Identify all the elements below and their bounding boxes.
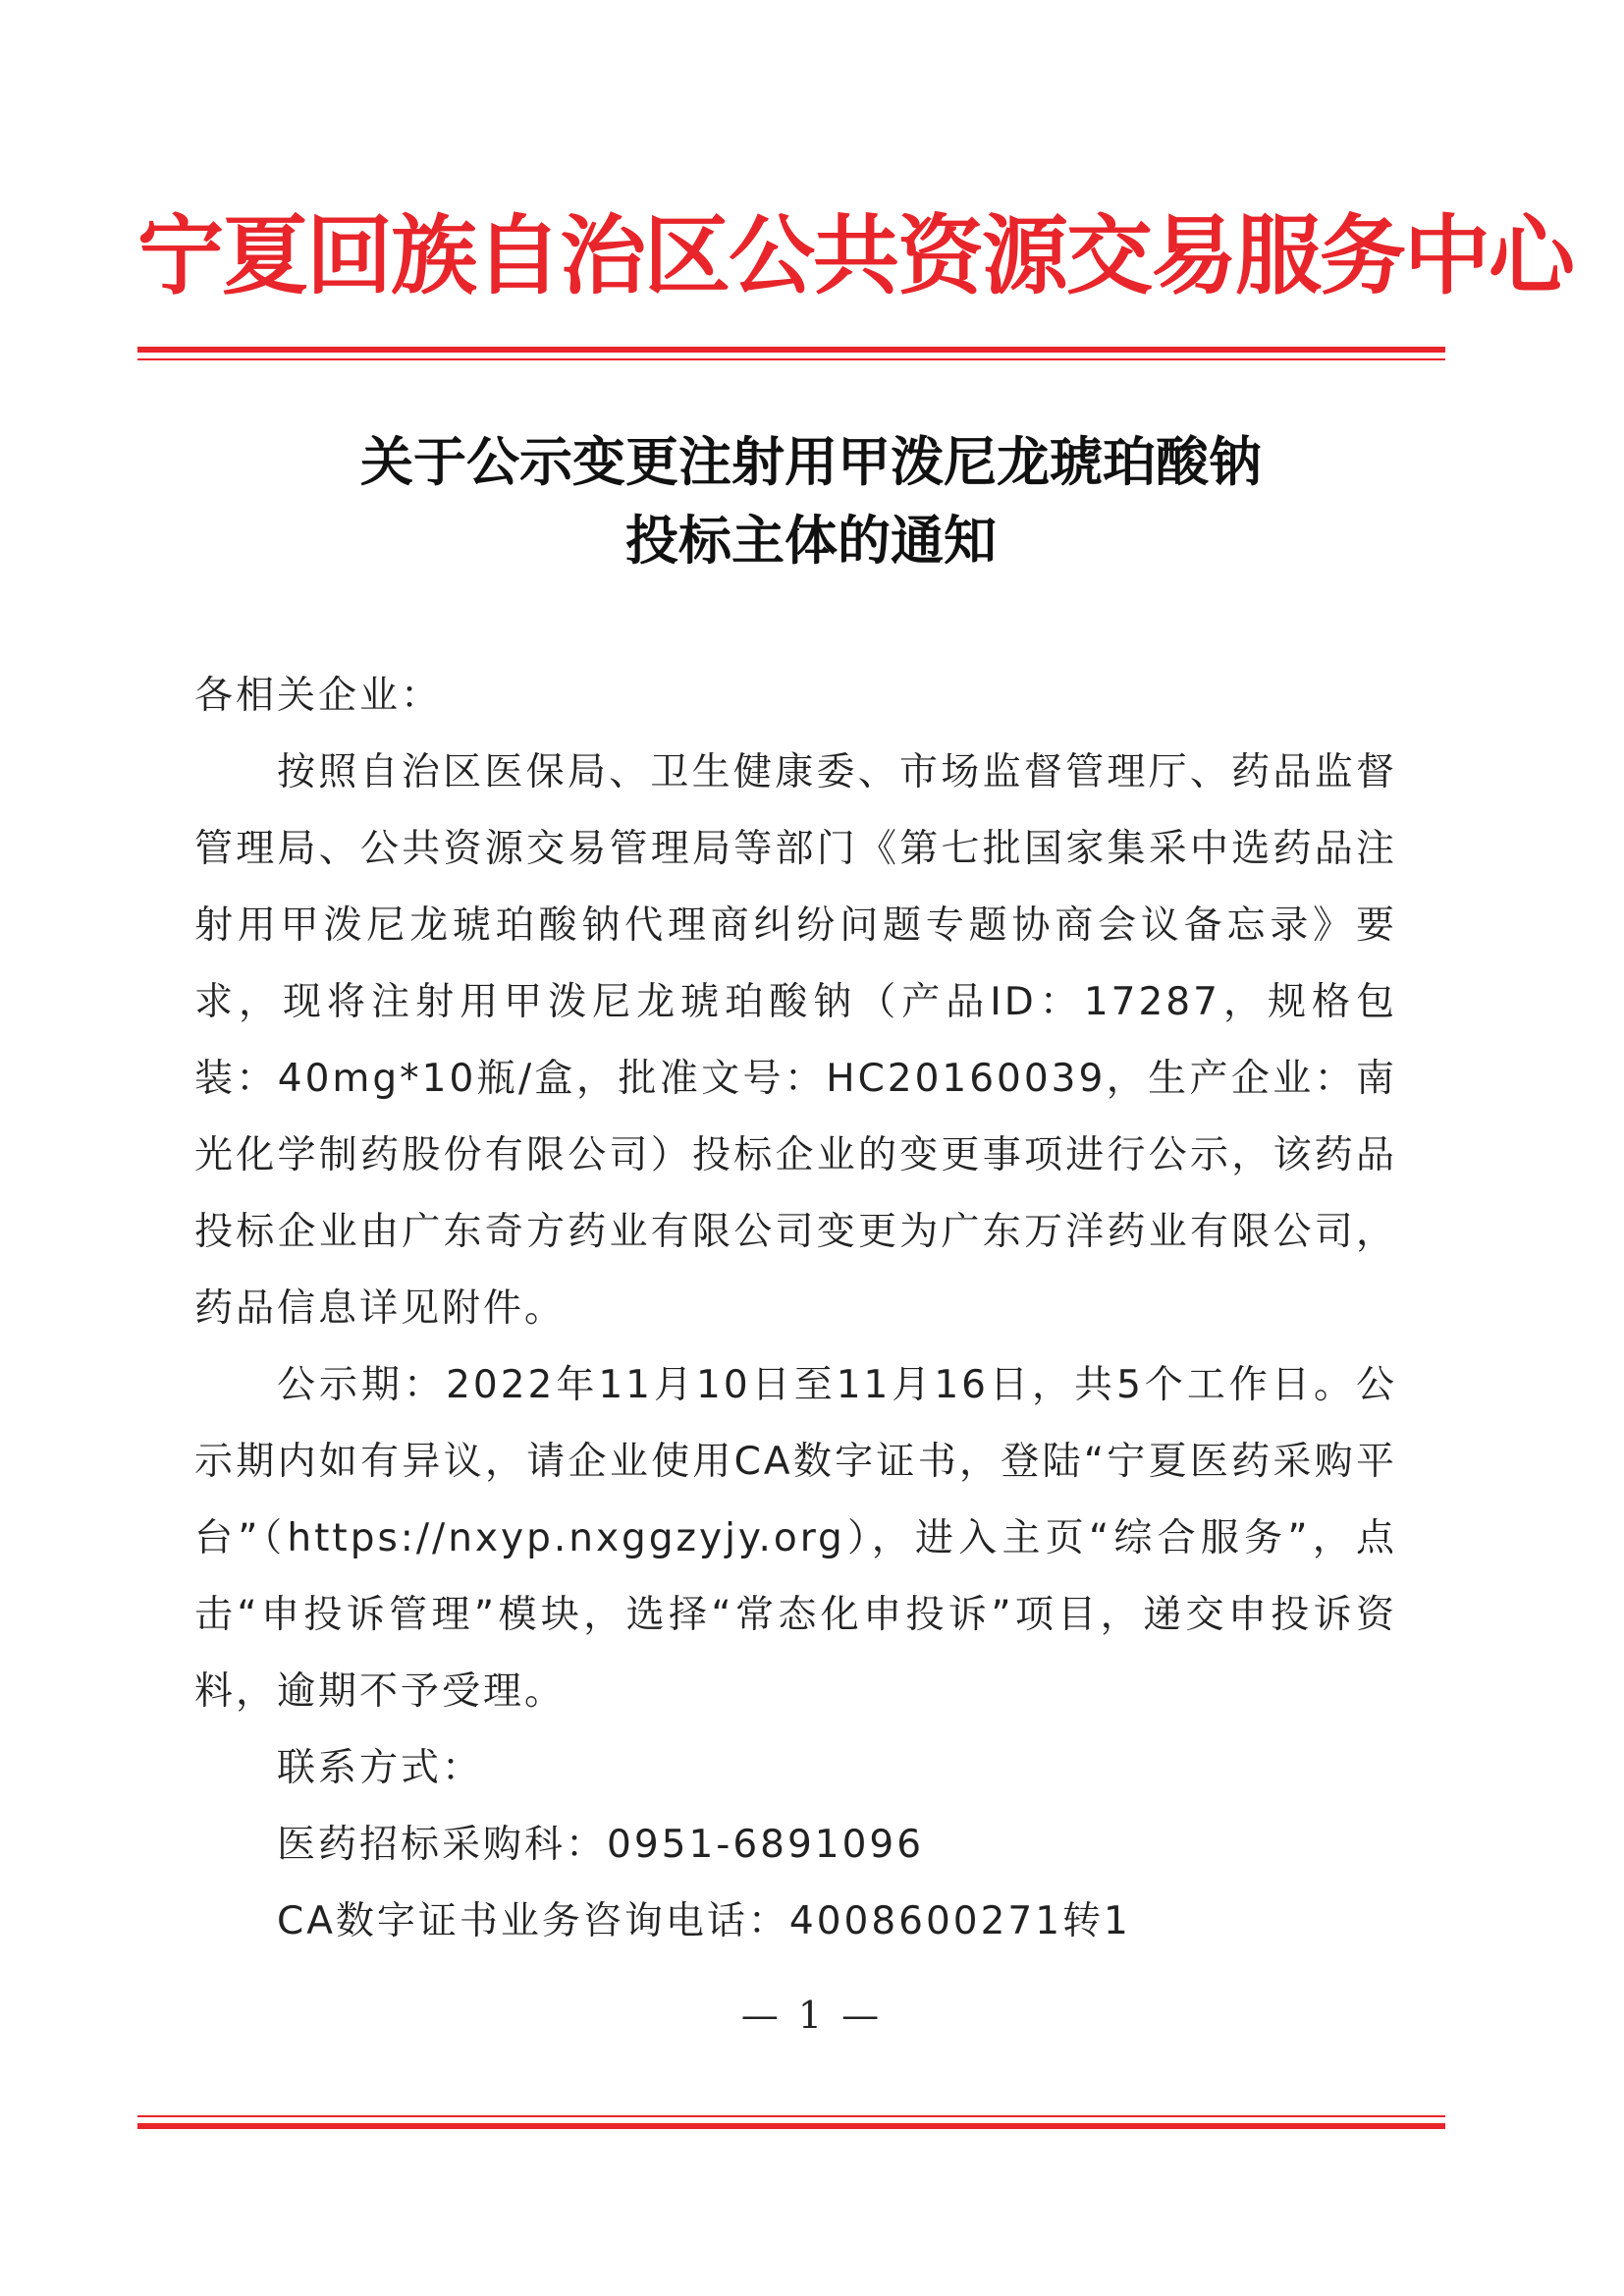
header-red-rule-thin <box>137 358 1445 360</box>
page-number: — 1 — <box>740 1994 884 2037</box>
document-title <box>167 422 1455 579</box>
footer-red-rule-thin <box>137 2115 1445 2117</box>
header-red-rule-thick <box>137 347 1445 353</box>
contact-heading: 联系方式： <box>277 1746 484 1790</box>
paragraph-publicity-period: 公示期：2022年11月10日至11月16日，共5个工作日。公示期内如有异议，请企业使用CA数字证书，登陆“宁夏医药采购平台”（https://nxyp.nxggzyjy.org），进入主页“综合服务”，点击“申投诉管理”模块，选择“常态化申投诉”项目，递交申投诉资料，逾期不予受理。 <box>194 1363 1397 1714</box>
organization-header: 宁夏回族自治区公共资源交易服务中心 <box>137 204 1574 306</box>
footer-red-rule-thick <box>137 2123 1445 2129</box>
salutation: 各相关企业： <box>194 674 443 718</box>
document-body <box>194 658 1397 1960</box>
document-title-line-2: 投标主体的通知 <box>625 509 997 572</box>
contact-procurement-phone: 医药招标采购科：0951-6891096 <box>277 1823 925 1867</box>
document-title-line-1: 关于公示变更注射用甲泼尼龙琥珀酸钠 <box>360 430 1262 493</box>
contact-ca-phone: CA数字证书业务咨询电话：4008600271转1 <box>277 1899 1131 1943</box>
paragraph-notice: 按照自治区医保局、卫生健康委、市场监督管理厅、药品监督管理局、公共资源交易管理局等部门《第七批国家集采中选药品注射用甲泼尼龙琥珀酸钠代理商纠纷问题专题协商会议备忘录》要求，现将注射用甲泼尼龙琥珀酸钠（产品ID：17287，规格包装：40mg*10瓶/盒，批准文号：HC20160039，生产企业：南光化学制药股份有限公司）投标企业的变更事项进行公示，该药品投标企业由广东奇方药业有限公司变更为广东万洋药业有限公司，药品信息详见附件。 <box>194 750 1397 1331</box>
